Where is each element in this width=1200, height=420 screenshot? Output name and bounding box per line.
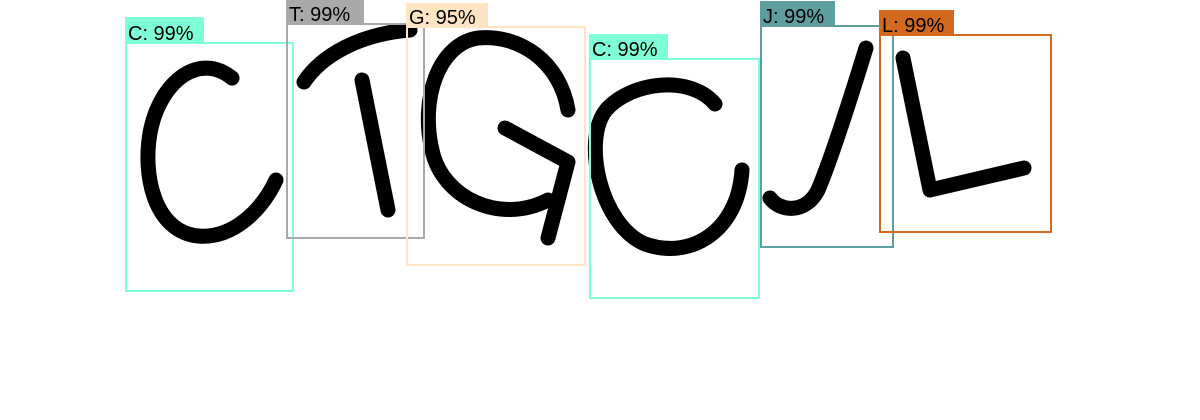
detection-label: T: 99% <box>289 4 351 26</box>
detection-label: G: 95% <box>409 7 476 29</box>
glyph-t-bar <box>304 30 410 82</box>
glyph-l <box>903 58 1024 190</box>
glyph-j <box>770 48 866 208</box>
detection-label: C: 99% <box>128 23 194 45</box>
glyph-g-bar <box>505 128 568 238</box>
detection-label: J: 99% <box>763 6 825 28</box>
detection-box <box>287 24 424 238</box>
detection-label: L: 99% <box>882 15 945 37</box>
glyph-g-bowl <box>428 38 568 210</box>
glyph-t-stem <box>362 80 388 210</box>
detection-label: C: 99% <box>592 39 658 61</box>
glyph-c-2 <box>595 85 742 248</box>
glyph-c-1 <box>148 68 276 236</box>
